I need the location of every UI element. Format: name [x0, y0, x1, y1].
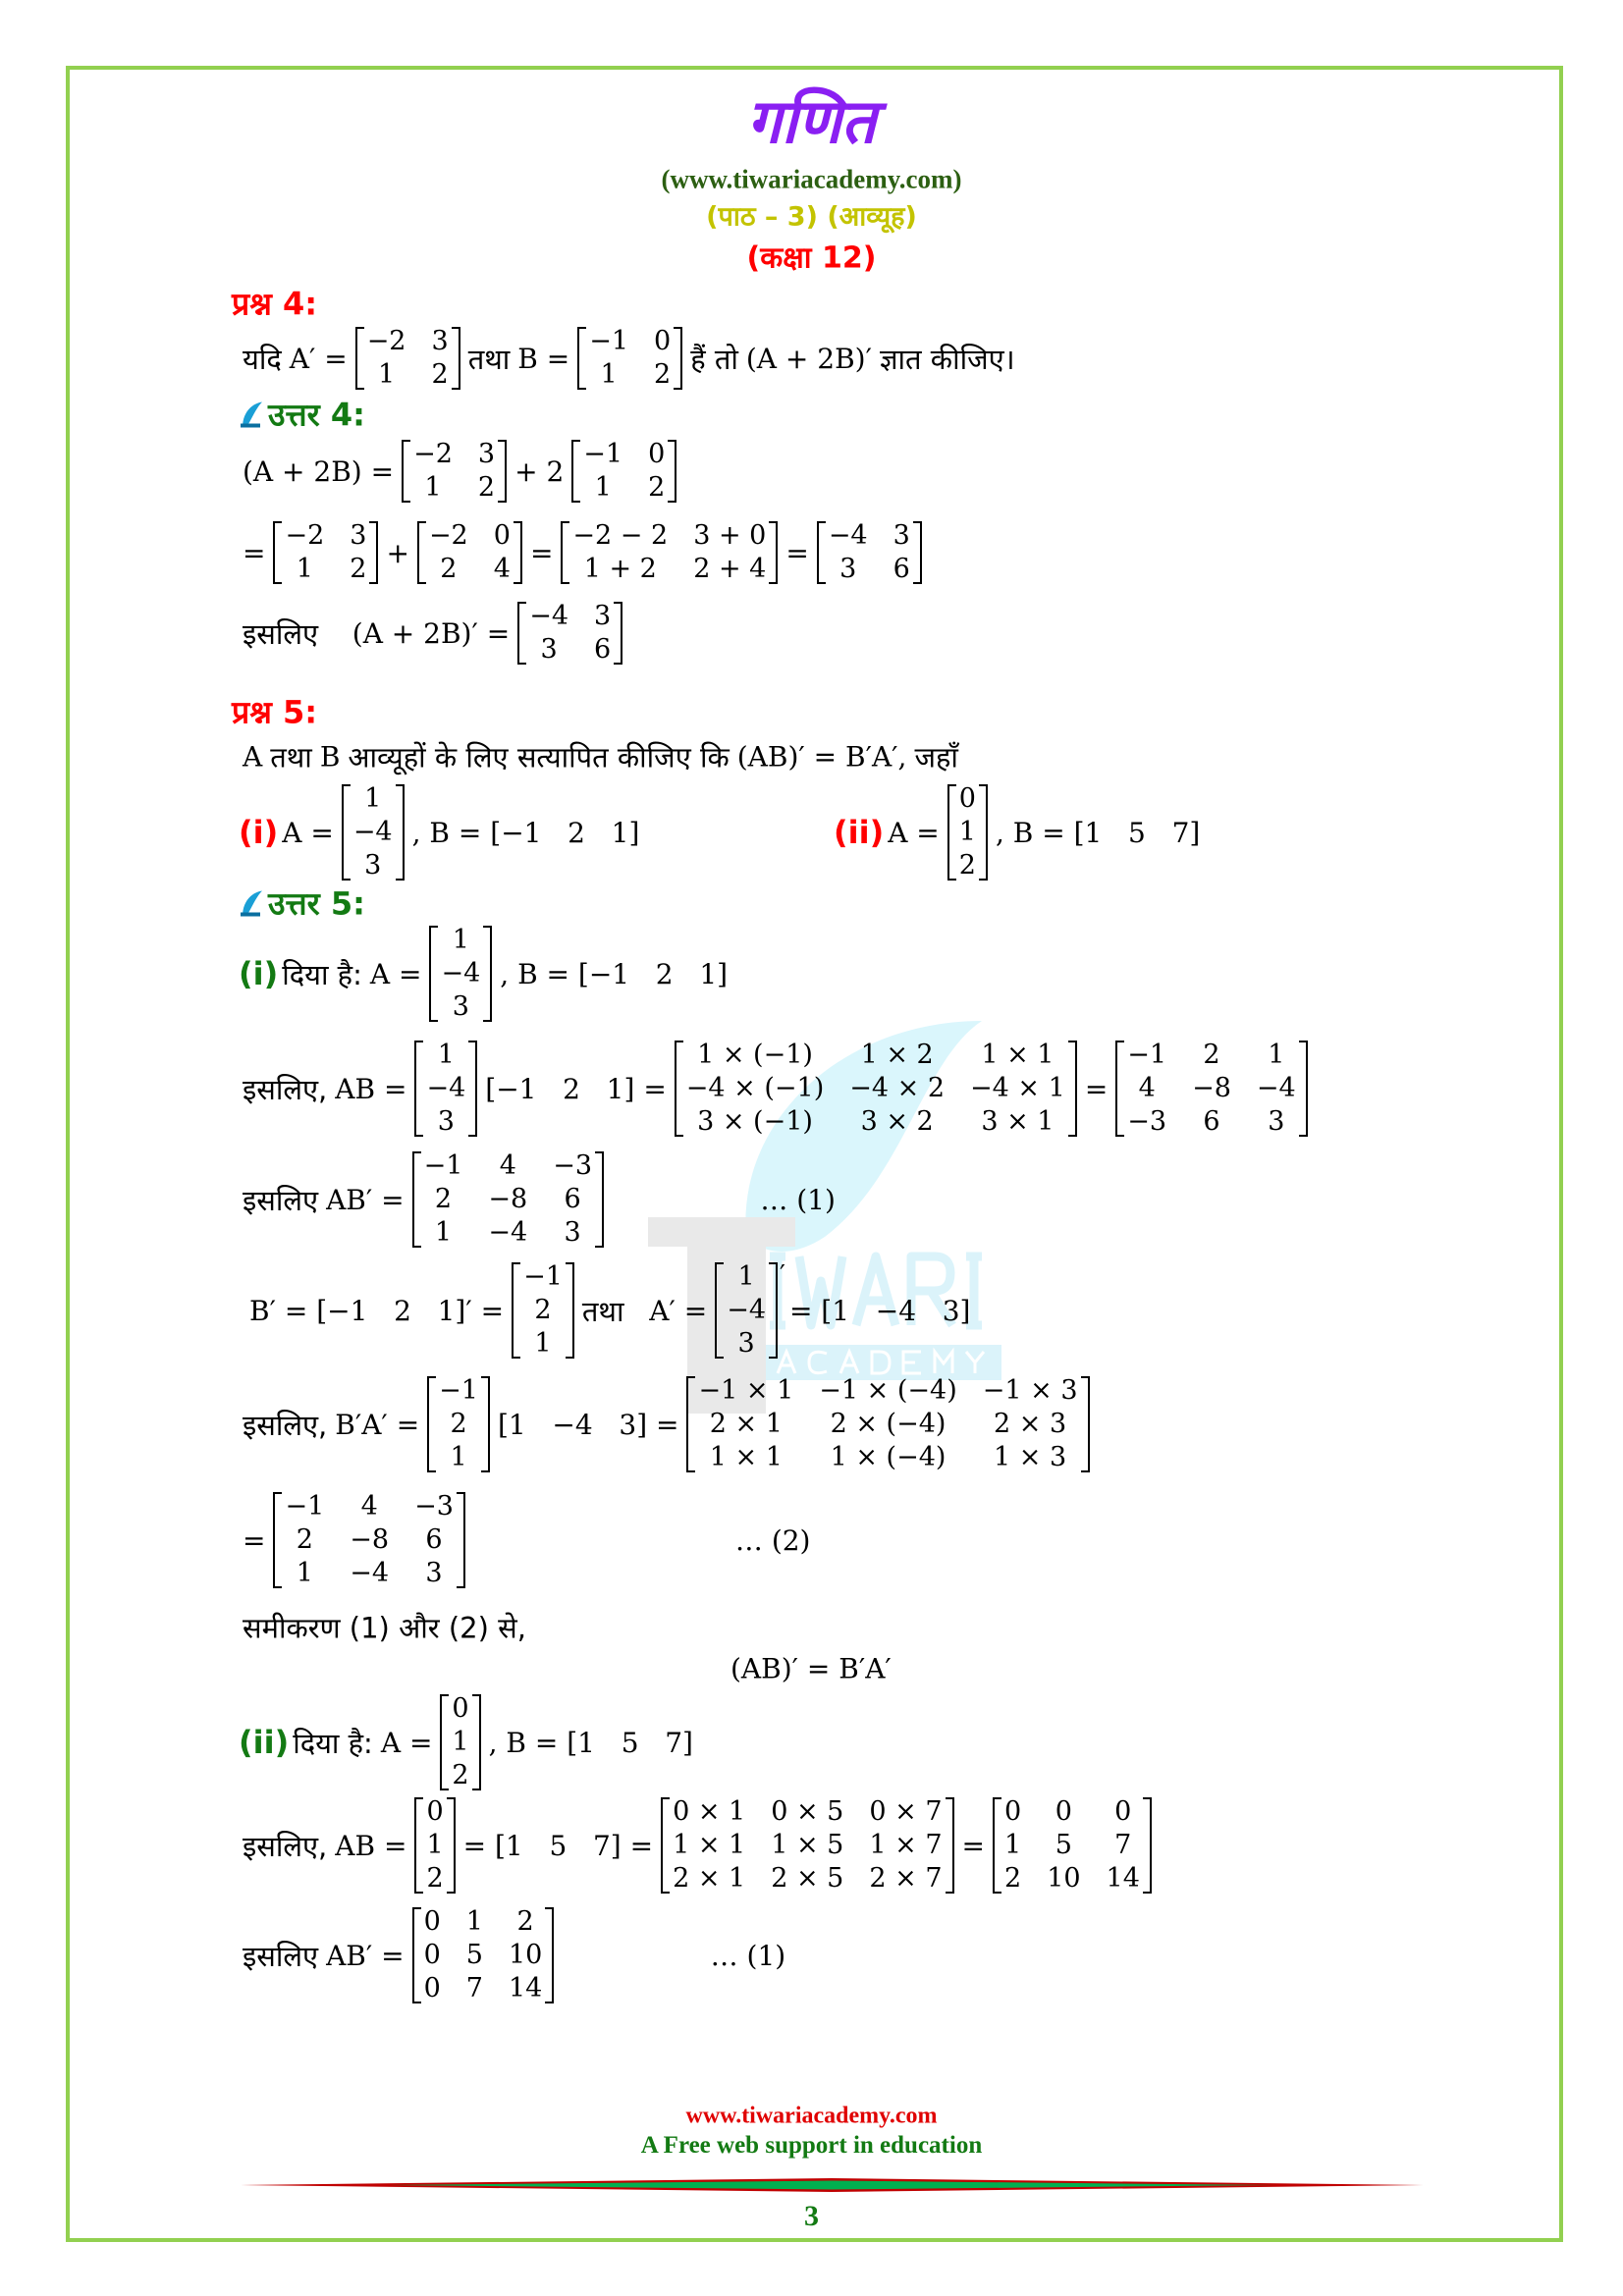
matrix-cell: 1 — [424, 472, 442, 503]
matrix-cell: −2 — [366, 326, 406, 356]
page-title: गणित — [746, 85, 877, 157]
text: इसलिए, — [243, 1072, 328, 1106]
class-label: (कक्षा 12) — [746, 240, 877, 276]
math-expression: (A + 2B) = — [243, 454, 395, 488]
matrix-cell: −4 — [529, 601, 569, 631]
matrix — [715, 1260, 778, 1361]
math-expression: + 2 — [514, 454, 565, 488]
math-expression: AB = — [335, 1829, 407, 1862]
matrix-cell: −4 — [350, 1558, 390, 1588]
text: दिया है: — [293, 1726, 373, 1760]
matrix-cell: 1 — [534, 1328, 552, 1359]
matrix-cell: 6 — [1203, 1106, 1220, 1137]
matrix-cell: 1 × 2 — [860, 1040, 934, 1070]
matrix — [947, 782, 988, 882]
question-5-text — [239, 738, 962, 776]
answer-5-ab — [239, 1039, 1312, 1139]
answer-5-conclusion-text — [239, 1609, 530, 1647]
matrix-cell: 1 — [434, 1217, 453, 1248]
matrix-cell: 14 — [1106, 1863, 1140, 1894]
matrix-cell: 2 — [431, 359, 449, 390]
matrix-cell: 3 × (−1) — [697, 1106, 813, 1137]
text: यदि — [243, 342, 282, 376]
page-number: 3 — [804, 2200, 819, 2232]
math-expression: = — [961, 1829, 985, 1862]
matrix-cell: −1 × 1 — [698, 1375, 794, 1406]
matrix-cell: 0 — [958, 783, 976, 814]
math-expression: , B = [−1 2 1] — [500, 957, 729, 990]
answer-5-bt-at — [239, 1374, 1094, 1474]
math-expression: B′ = [−1 2 1]′ = — [249, 1294, 505, 1327]
matrix-cell: −4 — [828, 520, 868, 551]
chapter-label: (पाठ – 3) (आव्यूह) — [706, 201, 917, 233]
matrix-cell: 1 × (−1) — [697, 1040, 813, 1070]
matrix-cell: 3 — [1268, 1106, 1285, 1137]
matrix-cell: 0 — [654, 326, 672, 356]
matrix-cell: −4 — [488, 1217, 528, 1248]
matrix-cell: −1 — [1127, 1040, 1167, 1070]
math-expression: , B = [−1 2 1] — [411, 816, 640, 849]
matrix-cell: 1 — [378, 359, 396, 390]
matrix — [440, 1692, 480, 1792]
matrix-cell: 2 — [958, 850, 976, 881]
answer-4-line-1 — [239, 438, 680, 505]
math-expression: A = — [380, 1726, 433, 1759]
matrix-cell: 1 — [296, 554, 313, 584]
math-expression: A = — [282, 816, 334, 849]
matrix-cell: 2 — [296, 1524, 313, 1555]
matrix-cell: 0 — [1114, 1796, 1132, 1827]
text: आव्यूहों के लिए सत्यापित कीजिए कि — [348, 740, 730, 774]
math-expression: (A + 2B)′ — [745, 342, 872, 375]
text: दिया है: — [282, 957, 362, 991]
matrix — [402, 438, 507, 505]
matrix-cell: 1 × 1 — [673, 1830, 746, 1860]
matrix-cell: −3 — [1127, 1106, 1167, 1137]
tiwari-quill-icon — [239, 888, 264, 918]
matrix-cell: 4 — [360, 1491, 378, 1522]
matrix-cell: −2 − 2 — [572, 520, 669, 551]
math-expression: , B = [1 5 7] — [488, 1726, 693, 1759]
header-website: (www.tiwariacademy.com) — [661, 164, 962, 194]
matrix — [414, 1795, 455, 1896]
matrix-cell: 3 — [452, 991, 469, 1022]
math-expression: A′ = — [289, 342, 348, 375]
math-expression: = — [243, 1523, 266, 1557]
math-expression: … (1) — [612, 1183, 836, 1216]
matrix-cell: −3 — [553, 1150, 593, 1181]
text: ज्ञात कीजिए। — [879, 342, 1015, 376]
section-label: प्रश्न 4: — [232, 285, 318, 323]
matrix-cell: 2 × (−4) — [830, 1409, 947, 1439]
answer-5-part-ii-ab-transpose — [239, 1905, 789, 2005]
footer-tagline: A Free web support in education — [640, 2132, 983, 2159]
matrix-cell: 0 — [423, 1940, 441, 1970]
transpose-mark: ′ — [780, 1260, 785, 1290]
section-label: (ii) — [834, 814, 885, 851]
matrix-cell: 1 × (−4) — [830, 1442, 947, 1472]
matrix-cell: 1 × 5 — [771, 1830, 844, 1860]
matrix — [517, 600, 622, 667]
matrix-cell: 0 — [423, 1906, 441, 1937]
matrix-cell: 0 — [648, 439, 666, 469]
matrix — [817, 519, 922, 586]
matrix-cell: 4 — [1138, 1073, 1156, 1103]
matrix-cell: 1 — [452, 925, 469, 955]
matrix-cell: −4 × (−1) — [685, 1073, 825, 1103]
matrix-cell: 2 — [452, 1760, 469, 1790]
matrix-cell: 3 — [893, 520, 910, 551]
matrix-cell: −4 — [352, 817, 393, 847]
matrix-cell: 3 + 0 — [693, 520, 767, 551]
math-expression: = — [529, 536, 554, 569]
matrix-cell: 2 × 1 — [709, 1409, 783, 1439]
matrix-cell: 2 — [426, 1863, 444, 1894]
text: समीकरण (1) और (2) से, — [243, 1611, 526, 1645]
matrix-cell: 2 — [534, 1295, 552, 1325]
matrix-cell: 14 — [508, 1973, 543, 2003]
matrix-cell: 2 — [434, 1184, 453, 1214]
matrix-cell: 3 — [431, 326, 449, 356]
matrix-cell: 0 — [423, 1973, 441, 2003]
math-expression: B′A′ = — [335, 1408, 420, 1441]
matrix-cell: 0 — [452, 1693, 469, 1724]
matrix-cell: 0 — [1055, 1796, 1072, 1827]
tiwari-quill-icon — [239, 400, 264, 429]
matrix — [342, 782, 405, 882]
matrix-cell: 0 × 7 — [869, 1796, 943, 1827]
matrix-cell: 2 — [350, 554, 367, 584]
math-expression: A — [243, 740, 263, 774]
matrix-cell: −1 — [285, 1491, 325, 1522]
text: तथा — [270, 740, 312, 774]
matrix — [429, 924, 492, 1024]
matrix-cell: 3 — [737, 1328, 755, 1359]
section-label: उत्तर 4: — [268, 396, 365, 434]
matrix — [273, 519, 378, 586]
matrix-cell: 1 × 3 — [994, 1442, 1067, 1472]
matrix-cell: 1 × 1 — [981, 1040, 1055, 1070]
matrix-cell: 5 — [465, 1940, 483, 1970]
matrix-cell: 1 + 2 — [583, 554, 657, 584]
matrix-cell: 1 — [452, 1727, 469, 1757]
text: इसलिए, — [243, 1408, 328, 1442]
matrix — [993, 1795, 1152, 1896]
matrix-cell: −1 — [589, 326, 629, 356]
math-expression: (AB)′ = B′A′, — [736, 740, 907, 774]
matrix-cell: 1 — [1004, 1830, 1022, 1860]
answer-5-b-a-transpose — [245, 1260, 974, 1361]
math-expression: A = — [888, 816, 940, 849]
matrix-cell: 2 — [516, 1906, 534, 1937]
matrix-cell: 7 — [1114, 1830, 1132, 1860]
text: इसलिए, — [243, 1829, 328, 1863]
matrix-cell: 2 — [654, 359, 672, 390]
matrix-cell: 3 — [594, 601, 612, 631]
matrix-cell: 2 × 3 — [994, 1409, 1067, 1439]
matrix-cell: 2 — [450, 1409, 467, 1439]
text: तथा — [467, 342, 511, 376]
matrix-cell: 2 — [440, 554, 458, 584]
answer-5-part-ii-ab — [239, 1795, 1156, 1896]
answer-4-line-2 — [239, 519, 926, 586]
math-expression: AB′ = — [326, 1183, 405, 1216]
matrix — [686, 1374, 1089, 1474]
matrix-cell: 0 — [1004, 1796, 1022, 1827]
math-expression: , B = [1 5 7] — [995, 816, 1201, 849]
answer-5-result — [727, 1653, 895, 1685]
answer-5-equation-2 — [239, 1490, 814, 1590]
matrix-cell: −4 — [1256, 1073, 1296, 1103]
matrix-cell: 6 — [564, 1184, 581, 1214]
math-expression: = [1 5 7] = — [462, 1829, 654, 1862]
section-label: (i) — [239, 814, 279, 851]
matrix — [427, 1374, 490, 1474]
question-4-text — [239, 325, 1019, 392]
matrix — [355, 325, 460, 392]
matrix-cell: −4 × 1 — [970, 1073, 1065, 1103]
matrix-cell: −2 — [285, 520, 325, 551]
matrix-cell: 5 — [1055, 1830, 1072, 1860]
text: हैं तो — [690, 342, 738, 376]
math-expression: B — [319, 740, 341, 774]
question-5-part-ii — [834, 782, 1204, 882]
math-expression: A′ = — [631, 1294, 708, 1327]
matrix-cell: −4 — [426, 1073, 466, 1103]
matrix — [512, 1260, 574, 1361]
math-expression: [1 −4 3] = — [497, 1408, 679, 1441]
matrix — [561, 519, 778, 586]
matrix-cell: 2 — [648, 472, 666, 503]
matrix — [577, 325, 682, 392]
matrix-cell: −8 — [488, 1184, 528, 1214]
matrix-cell: 0 — [426, 1796, 444, 1827]
matrix — [675, 1039, 1077, 1139]
answer-4-heading — [239, 394, 365, 436]
math-expression: = — [785, 536, 809, 569]
math-expression: A = — [369, 957, 422, 990]
math-expression: B = — [517, 342, 570, 375]
matrix-cell: −4 — [441, 958, 481, 988]
question-4-heading — [232, 283, 317, 325]
text: तथा — [581, 1294, 624, 1328]
matrix-cell: 1 — [600, 359, 618, 390]
math-expression: (A + 2B)′ = — [326, 616, 511, 650]
matrix — [273, 1490, 464, 1590]
text: इसलिए — [243, 1939, 319, 1973]
matrix-cell: 10 — [1047, 1863, 1081, 1894]
matrix — [412, 1149, 604, 1250]
text: इसलिए — [243, 616, 319, 651]
matrix-cell: 3 — [564, 1217, 581, 1248]
matrix-cell: 6 — [425, 1524, 443, 1555]
matrix-cell: 1 × 1 — [709, 1442, 783, 1472]
matrix-cell: 3 — [350, 520, 367, 551]
matrix — [417, 519, 522, 586]
math-expression: AB′ = — [326, 1939, 405, 1972]
matrix-cell: −3 — [414, 1491, 454, 1522]
text: इसलिए — [243, 1183, 319, 1217]
matrix-cell: 1 — [296, 1558, 313, 1588]
math-expression: = — [243, 536, 266, 569]
matrix-cell: 3 — [425, 1558, 443, 1588]
matrix-cell: 1 — [450, 1442, 467, 1472]
math-expression: = — [1084, 1072, 1109, 1105]
matrix-cell: 1 × 7 — [869, 1830, 943, 1860]
math-expression: + — [386, 536, 409, 569]
matrix-cell: 2 + 4 — [693, 554, 767, 584]
matrix-cell: 0 × 1 — [673, 1796, 746, 1827]
matrix-cell: 0 × 5 — [771, 1796, 844, 1827]
matrix-cell: 1 — [426, 1830, 444, 1860]
matrix-cell: −2 — [428, 520, 468, 551]
matrix-cell: 10 — [508, 1940, 543, 1970]
matrix-cell: 2 × 5 — [771, 1863, 844, 1894]
matrix-cell: −1 — [523, 1261, 563, 1292]
section-label: प्रश्न 5: — [232, 693, 318, 731]
answer-4-line-3 — [239, 600, 626, 667]
matrix-cell: 6 — [594, 634, 612, 665]
math-expression: = [1 −4 3] — [788, 1294, 971, 1327]
math-expression: … (2) — [472, 1523, 811, 1557]
question-5-heading — [232, 691, 317, 733]
matrix-cell: −4 — [727, 1295, 767, 1325]
matrix-cell: 2 — [1004, 1863, 1022, 1894]
matrix-cell: −2 — [413, 439, 453, 469]
section-label: (ii) — [239, 1724, 290, 1761]
matrix-cell: −1 — [439, 1375, 478, 1406]
matrix-cell: 1 — [364, 783, 382, 814]
matrix-cell: 3 — [540, 634, 558, 665]
matrix-cell: 1 — [737, 1261, 755, 1292]
question-5-part-i — [239, 782, 643, 882]
matrix-cell: −1 — [423, 1150, 463, 1181]
math-expression: (AB)′ = B′A′ — [730, 1652, 892, 1685]
matrix-cell: 1 — [958, 817, 976, 847]
footer-divider — [241, 2177, 1424, 2193]
matrix-cell: −4 × 2 — [849, 1073, 946, 1103]
section-label: उत्तर 5: — [268, 884, 365, 923]
matrix-cell: 1 — [465, 1906, 483, 1937]
matrix-cell: 0 — [493, 520, 511, 551]
matrix-cell: 2 × 1 — [673, 1863, 746, 1894]
matrix-cell: −8 — [1192, 1073, 1231, 1103]
answer-5-part-ii-given — [239, 1692, 697, 1792]
matrix — [661, 1795, 953, 1896]
footer-website: www.tiwariacademy.com — [685, 2103, 938, 2129]
matrix-cell: 1 — [1268, 1040, 1285, 1070]
matrix-cell: −1 × (−4) — [819, 1375, 957, 1406]
matrix-cell: 1 — [437, 1040, 455, 1070]
matrix — [412, 1905, 555, 2005]
matrix-cell: 2 — [1203, 1040, 1220, 1070]
matrix-cell: 3 — [364, 850, 382, 881]
math-expression: [−1 2 1] = — [485, 1072, 667, 1105]
matrix-cell: 2 — [477, 472, 496, 503]
matrix-cell: −1 × 3 — [982, 1375, 1078, 1406]
matrix-cell: 3 × 1 — [981, 1106, 1055, 1137]
answer-5-part-i-given — [239, 924, 731, 1024]
matrix-cell: 3 × 2 — [860, 1106, 934, 1137]
matrix-cell: −1 — [583, 439, 623, 469]
matrix-cell: 6 — [893, 554, 910, 584]
matrix-cell: 4 — [493, 554, 511, 584]
answer-5-ab-transpose — [239, 1149, 839, 1250]
math-expression: … (1) — [562, 1939, 786, 1972]
matrix-cell: 3 — [437, 1106, 455, 1137]
answer-5-heading — [239, 882, 365, 925]
matrix-cell: −8 — [350, 1524, 390, 1555]
matrix-cell: 3 — [839, 554, 857, 584]
text: जहाँ — [914, 740, 958, 774]
math-expression: AB = — [335, 1072, 407, 1105]
section-label: (i) — [239, 955, 279, 992]
matrix-cell: 3 — [477, 439, 496, 469]
matrix-cell: 4 — [499, 1150, 516, 1181]
matrix — [571, 438, 676, 505]
matrix-cell: 7 — [465, 1973, 483, 2003]
matrix-cell: 2 × 7 — [869, 1863, 943, 1894]
matrix — [414, 1039, 477, 1139]
matrix-cell: 1 — [594, 472, 612, 503]
matrix — [1115, 1039, 1307, 1139]
